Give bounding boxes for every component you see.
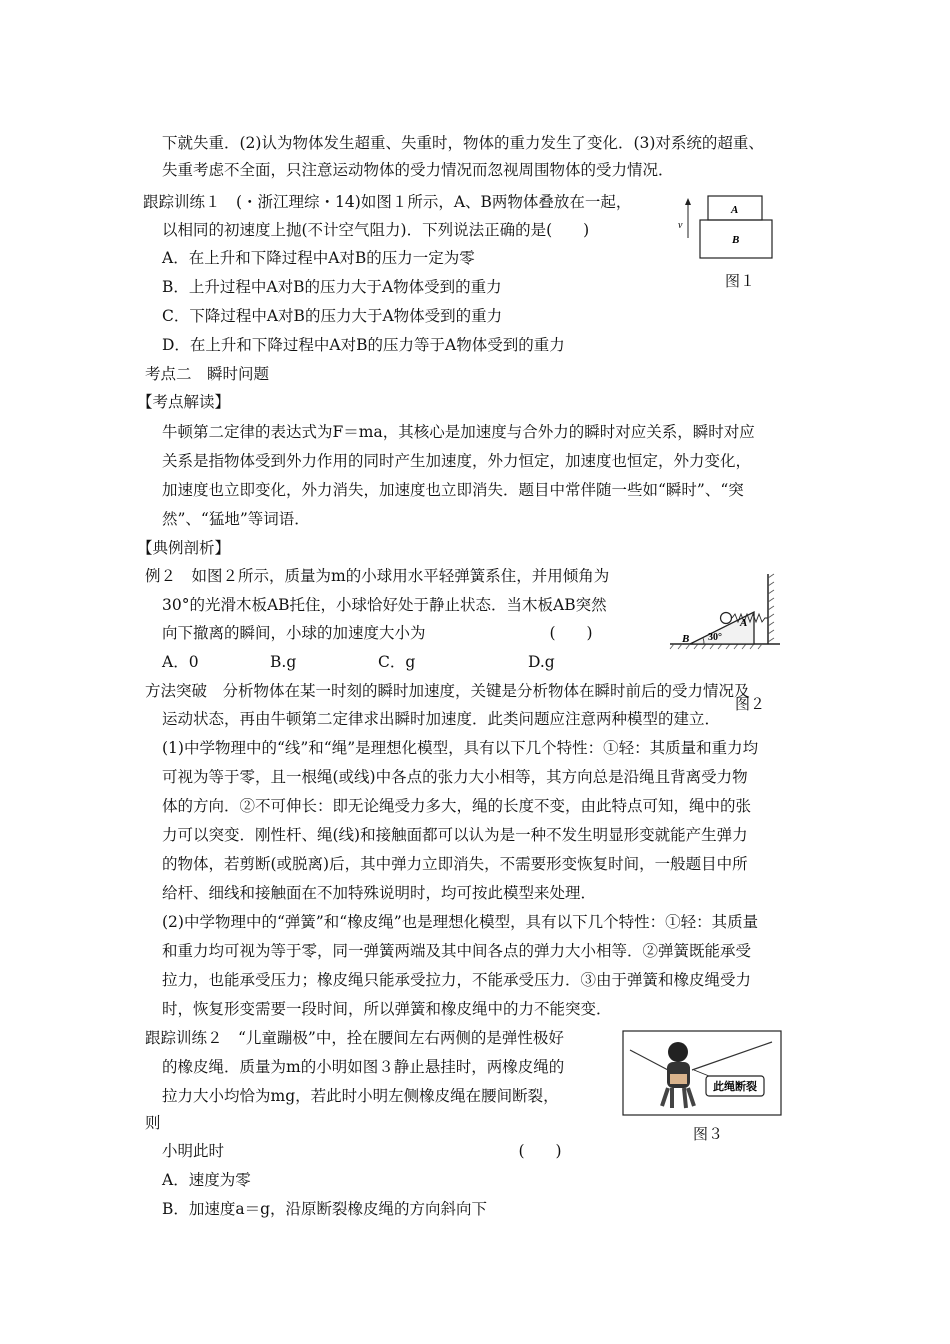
method-p2-line-1: (2)中学物理中的“弹簧”和“橡皮绳”也是理想化模型，具有以下几个特性：①轻：其质量 bbox=[162, 913, 759, 931]
explain-line-3: 加速度也立即变化，外力消失，加速度也立即消失．题目中常伴随一些如“瞬时”、“突 bbox=[162, 481, 744, 499]
ball bbox=[721, 613, 732, 624]
explain-header: 【考点解读】 bbox=[137, 393, 231, 411]
figure-3-caption: 图３ bbox=[693, 1125, 724, 1143]
example-header: 【典例剖析】 bbox=[137, 539, 231, 557]
practice2-line-5: 小明此时 ( ) bbox=[162, 1142, 562, 1160]
practice2-option-b: B．加速度a＝g，沿原断裂橡皮绳的方向斜向下 bbox=[162, 1200, 488, 1218]
practice2-line-2: 的橡皮绳．质量为m的小明如图３静止悬挂时，两橡皮绳的 bbox=[162, 1058, 565, 1076]
explain-line-1: 牛顿第二定律的表达式为F＝ma，其核心是加速度与合外力的瞬时对应关系，瞬时对应 bbox=[162, 423, 755, 441]
method-p2-line-2: 和重力均可视为等于零，同一弹簧两端及其中间各点的弹力大小相等．②弹簧既能承受 bbox=[162, 942, 752, 960]
method-line-2: 运动状态，再由牛顿第二定律求出瞬时加速度．此类问题应注意两种模型的建立． bbox=[162, 710, 721, 728]
practice1-option-a: A．在上升和下降过程中A对B的压力一定为零 bbox=[162, 249, 475, 267]
method-p1-line-5: 的物体，若剪断(或脱离)后，其中弹力立即消失，不需要形变恢复时间，一般题目中所 bbox=[162, 855, 748, 873]
point-b-label: B bbox=[682, 633, 690, 645]
method-p1-line-6: 给杆、细线和接触面在不加特殊说明时，均可按此模型来处理． bbox=[162, 884, 597, 902]
callout-label: 此绳断裂 bbox=[713, 1080, 757, 1093]
method-p2-line-4: 时，恢复形变需要一段时间，所以弹簧和橡皮绳中的力不能突变． bbox=[162, 1000, 612, 1018]
example2-option-b: B.g bbox=[270, 653, 297, 671]
wall-hatch bbox=[768, 574, 774, 642]
point-a-label: A bbox=[740, 617, 748, 629]
child-head bbox=[668, 1042, 688, 1062]
example2-line-1: 例２ 如图２所示，质量为m的小球用水平轻弹簧系住，并用倾角为 bbox=[145, 567, 610, 585]
method-p1-line-3: 体的方向．②不可伸长：即无论绳受力多大，绳的长度不变，由此特点可知，绳中的张 bbox=[162, 797, 752, 815]
practice2-line-4: 则 bbox=[145, 1114, 161, 1132]
angle-label: 30° bbox=[708, 632, 722, 643]
intro-line-2: 失重考虑不全面，只注意运动物体的受力情况而忽视周围物体的受力情况． bbox=[162, 161, 674, 179]
figure-3-photo bbox=[622, 1030, 782, 1116]
section-2-title: 考点二 瞬时问题 bbox=[145, 365, 270, 383]
practice1-option-b: B．上升过程中A对B的压力大于A物体受到的重力 bbox=[162, 278, 502, 296]
example2-line-3: 向下撤离的瞬间，小球的加速度大小为 ( ) bbox=[162, 624, 593, 642]
child-belt bbox=[670, 1074, 687, 1084]
practice1-option-d: D．在上升和下降过程中A对B的压力等于A物体受到的重力 bbox=[162, 336, 565, 354]
practice1-option-c: C．下降过程中A对B的压力大于A物体受到的重力 bbox=[162, 307, 503, 325]
velocity-arrowhead bbox=[685, 198, 691, 205]
practice2-line-1: 跟踪训练２ “儿童蹦极”中，拴在腰间左右两侧的是弹性极好 bbox=[145, 1029, 564, 1047]
example2-option-d: D.g bbox=[528, 653, 555, 671]
method-p2-line-3: 拉力，也能承受压力；橡皮绳只能承受拉力，不能承受压力．③由于弹簧和橡皮绳受力 bbox=[162, 971, 752, 989]
figure-2-caption: 图２ bbox=[735, 695, 766, 713]
method-p1-line-4: 力可以突变．刚性杆、绳(线)和接触面都可以认为是一种不发生明显形变就能产生弹力 bbox=[162, 826, 748, 844]
figure-1-diagram bbox=[672, 190, 782, 265]
practice2-line-3: 拉力大小均恰为mg，若此时小明左侧橡皮绳在腰间断裂， bbox=[162, 1087, 559, 1105]
explain-line-4: 然”、“猛地”等词语． bbox=[162, 510, 310, 528]
figure-1-caption: 图１ bbox=[725, 272, 756, 290]
velocity-label: v bbox=[678, 220, 683, 231]
intro-line-1: 下就失重．(2)认为物体发生超重、失重时，物体的重力发生了变化．(3)对系统的超重、 bbox=[162, 134, 764, 152]
practice1-line-1: 跟踪训练１ (・浙江理综・14)如图１所示，A、B两物体叠放在一起， bbox=[143, 193, 632, 211]
block-a-label: A bbox=[731, 204, 739, 216]
method-p1-line-1: (1)中学物理中的“线”和“绳”是理想化模型，具有以下几个特性：①轻：其质量和重力均 bbox=[162, 739, 759, 757]
practice1-line-2: 以相同的初速度上抛(不计空气阻力)．下列说法正确的是( ) bbox=[162, 221, 590, 239]
figure-2-diagram bbox=[668, 572, 783, 650]
example2-option-c: C．g bbox=[378, 653, 416, 671]
method-line-1: 方法突破 分析物体在某一时刻的瞬时加速度，关键是分析物体在瞬时前后的受力情况及 bbox=[145, 682, 750, 700]
explain-line-2: 关系是指物体受到外力作用的同时产生加速度，外力恒定，加速度也恒定，外力变化， bbox=[162, 452, 752, 470]
example2-line-2: 30°的光滑木板AB托住，小球恰好处于静止状态．当木板AB突然 bbox=[162, 596, 607, 614]
practice2-option-a: A．速度为零 bbox=[162, 1171, 251, 1189]
method-p1-line-2: 可视为等于零，且一根绳(或线)中各点的张力大小相等，其方向总是沿绳且背离受力物 bbox=[162, 768, 748, 786]
block-b-label: B bbox=[732, 234, 740, 246]
example2-option-a: A．0 bbox=[162, 653, 199, 671]
